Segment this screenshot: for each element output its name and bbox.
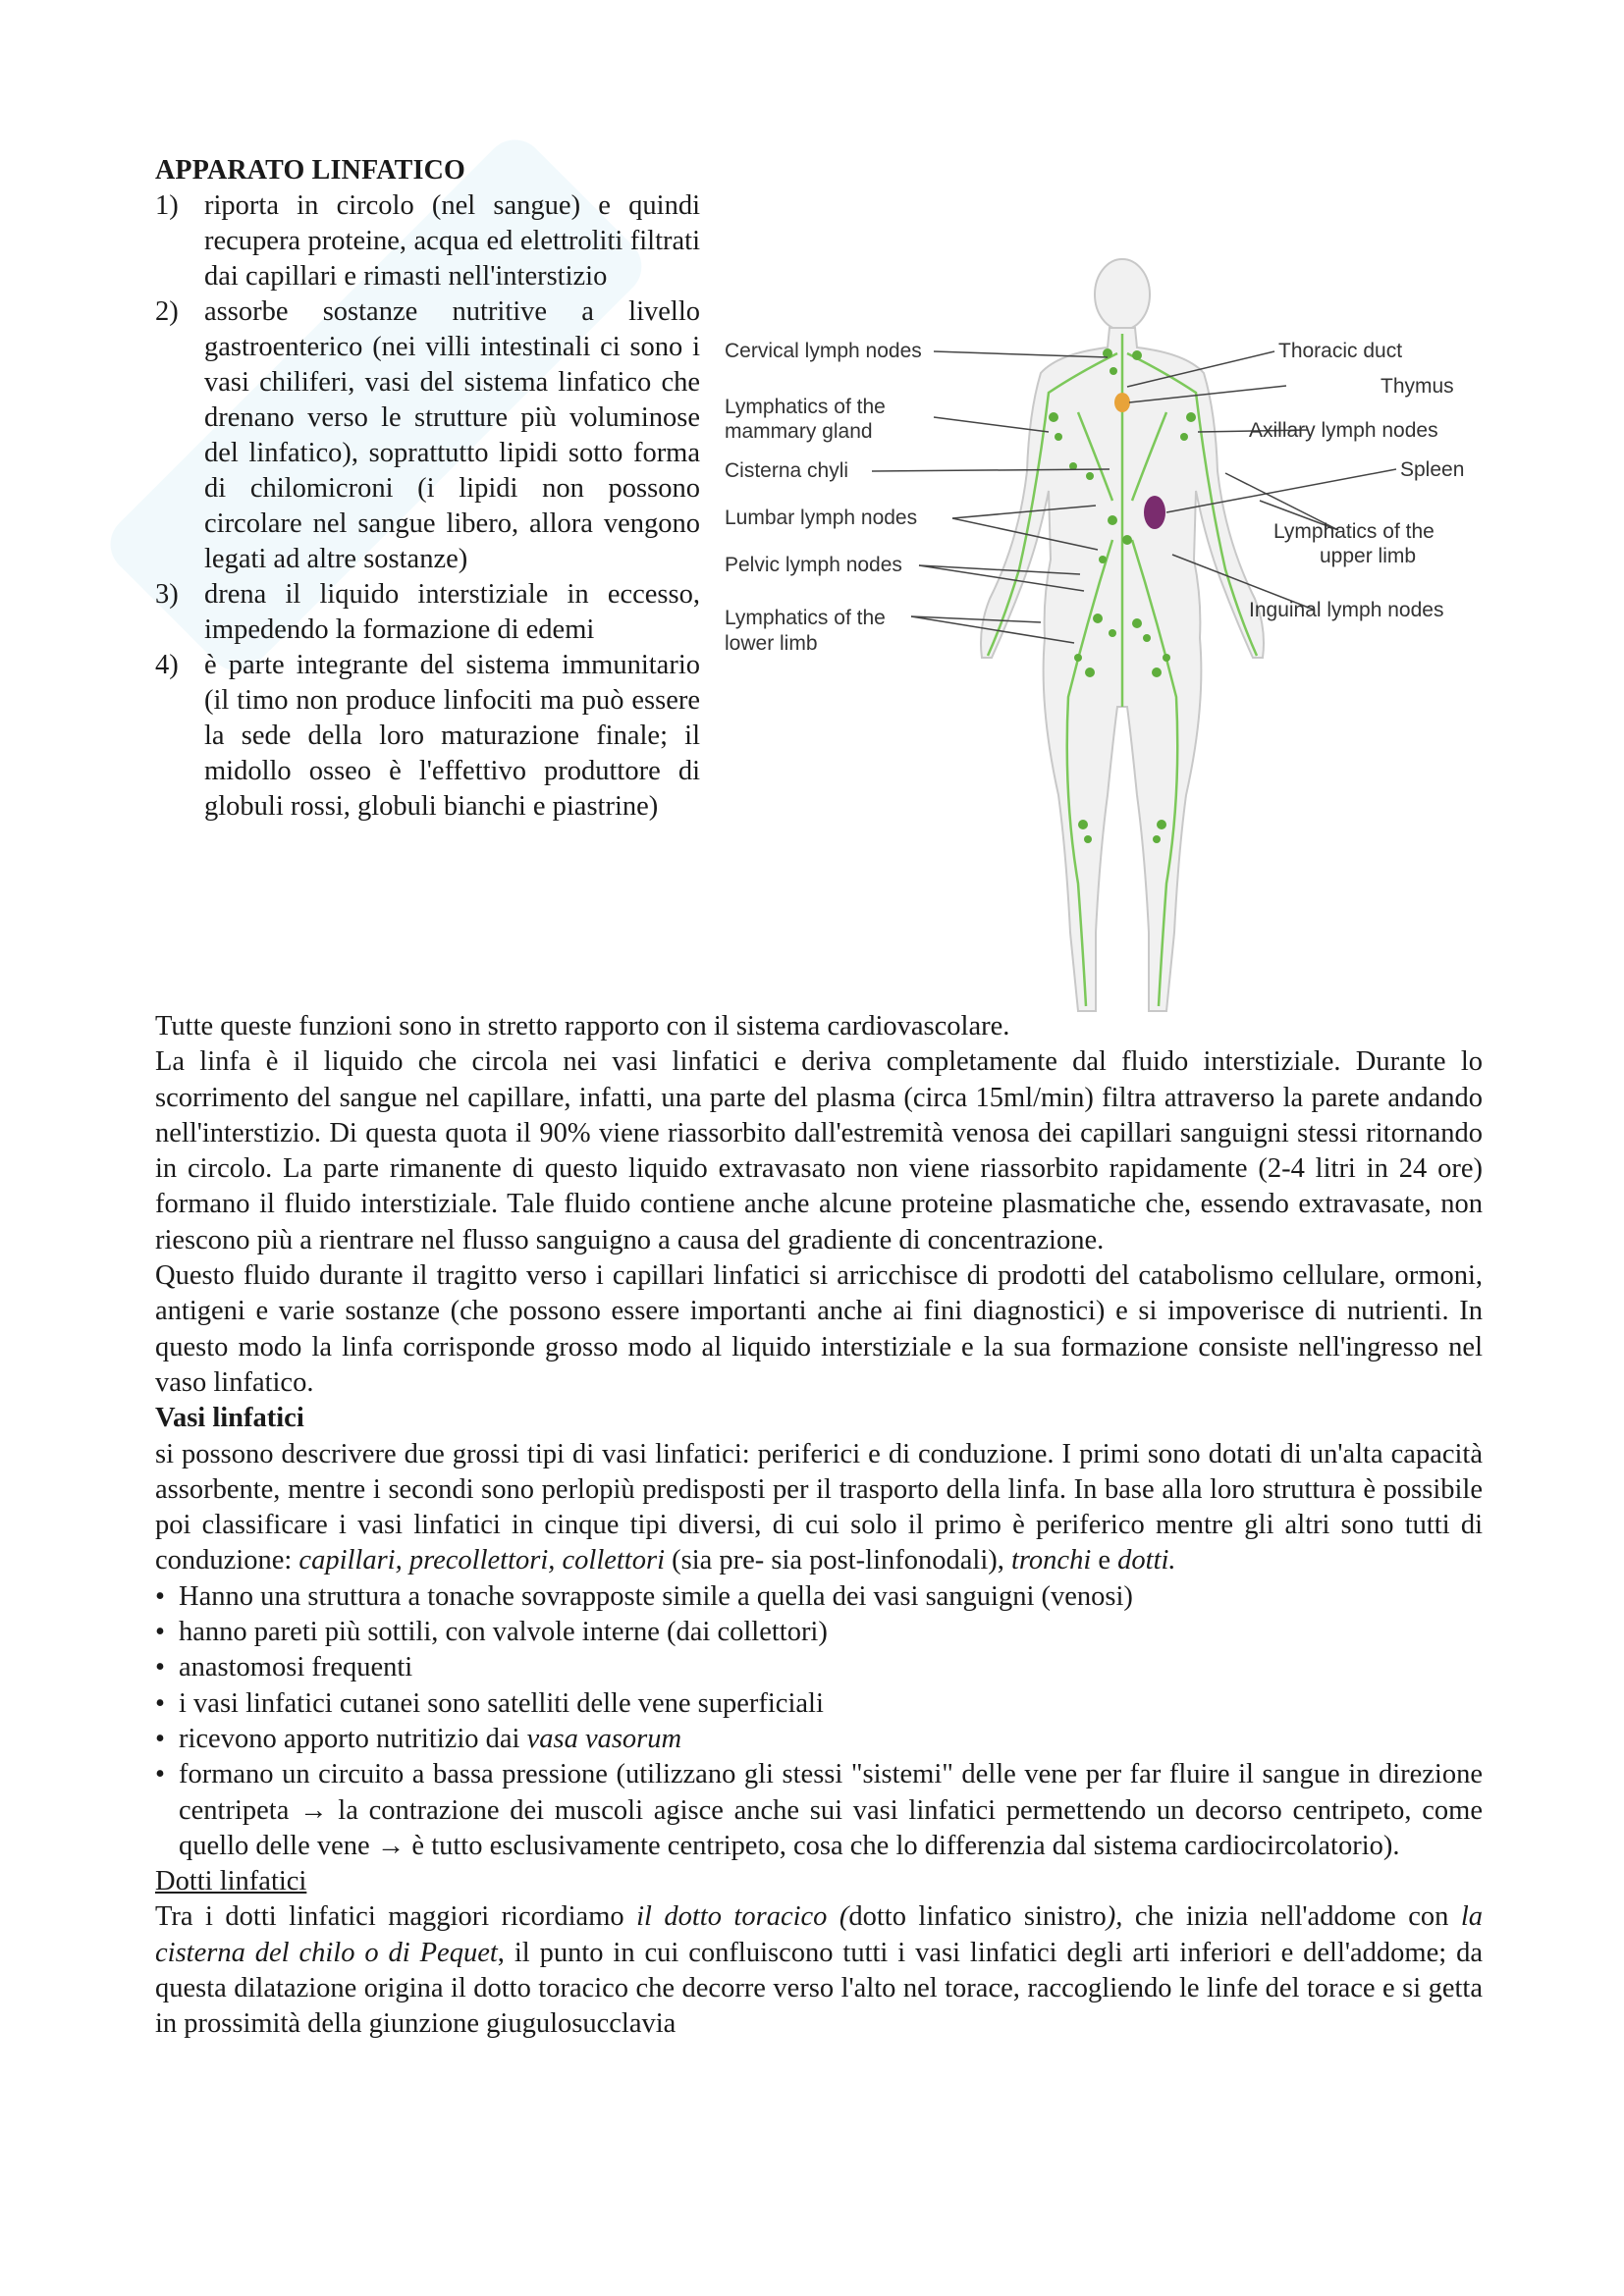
list-item: 4) è parte integrante del sistema immunitario (il timo non produce linfociti ma può essere la sede della loro maturazione finale; il midollo osseo è l'effettivo produttore di globuli rossi, globuli bianchi e piastrine) — [155, 650, 700, 822]
label-lumbar: Lumbar lymph nodes — [725, 507, 918, 529]
list-item: • anastomosi frequenti — [155, 1650, 1483, 1685]
list-item: 2) assorbe sostanze nutritive a livello gastroenterico (nei villi intestinali ci sono i vasi chiliferi, vasi del sistema linfatico che drenano verso le strutture più voluminose del linfatico), soprattutto lipidi sotto forma di chilomicroni (i lipidi non possono circolare nel sangue libero, allora vengono legati ad altre sostanze) — [155, 296, 700, 574]
spleen-organ — [1144, 496, 1165, 529]
label-mammary-1: Lymphatics of the — [725, 396, 886, 418]
paragraph: La linfa è il liquido che circola nei vasi linfatici e deriva completamente dal fluido interstiziale. Durante lo scorrimento del sangue nel capillare, infatti, una parte del plasma (circa 15ml/min) filtra attraverso la parete andando nell'interstizio. Di questa quota il 90% viene riassorbito dall'estremità venosa dei capillari sanguigni stessi ritornando in circolo. La parte rimanente di questo liquido extravasato non viene riassorbito rapidamente (2-4 litri in 24 ore) formano il fluido interstiziale. Tale fluido contiene anche alcune proteine plasmatiche che, essendo extravasate, non riescono più a rientrare nel flusso sanguigno a causa del gradiente di concentrazione. — [155, 1046, 1483, 1255]
label-lower-2: lower limb — [725, 632, 818, 655]
label-upper-2: upper limb — [1320, 545, 1417, 567]
label-upper-1: Lymphatics of the — [1273, 520, 1435, 543]
paragraph: Questo fluido durante il tragitto verso i capillari linfatici si arricchisce di prodotti del catabolismo cellulare, ormoni, antigeni e varie sostanze (che possono essere importanti anche ai fini diagnostici) e si impoverisce di nutrienti. In questo modo la linfa corrisponde grosso modo al liquido interstiziale e la sua formazione consiste nell'ingresso nel vaso linfatico. — [155, 1260, 1483, 1398]
list-item: 3) drena il liquido interstiziale in eccesso, impedendo la formazione di edemi — [155, 579, 700, 645]
list-item: • i vasi linfatici cutanei sono satelliti delle vene superficiali — [155, 1686, 1483, 1722]
list-item: • Hanno una struttura a tonache sovrapposte simile a quella dei vasi sanguigni (venosi) — [155, 1579, 1483, 1615]
functions-list — [155, 188, 700, 825]
label-thymus: Thymus — [1380, 375, 1454, 398]
list-item: 1) riporta in circolo (nel sangue) e quindi recupera proteine, acqua ed elettroliti filtrati dai capillari e rimasti nell'interstizio — [155, 190, 700, 292]
label-thoracic-duct: Thoracic duct — [1278, 340, 1403, 362]
list-item: • ricevono apporto nutritizio dai vasa vasorum — [155, 1722, 1483, 1757]
paragraph: si possono descrivere due grossi tipi di vasi linfatici: periferici e di conduzione. I primi sono dotati di un'alta capacità assorbente, mentre i secondi sono perlopiù predisposti per il trasporto della linfa. In base alla loro struttura è possibile poi classificare i vasi linfatici in cinque tipi diversi, di cui solo il primo è periferico mentre gli altri sono tutti di conduzione: capillari, precollettori, collettori (sia pre- sia post-linfonodali), tronchi e dotti. — [155, 1438, 1483, 1576]
label-pelvic: Pelvic lymph nodes — [725, 554, 902, 576]
label-cisterna: Cisterna chyli — [725, 459, 849, 482]
label-spleen: Spleen — [1400, 458, 1465, 481]
lymphatic-system-figure — [725, 245, 1483, 1070]
paragraph: Tutte queste funzioni sono in stretto rapporto con il sistema cardiovascolare. — [155, 1011, 1010, 1041]
section-heading-dotti: Dotti linfatici — [155, 1866, 307, 1897]
paragraph: Tra i dotti linfatici maggiori ricordiamo il dotto toracico (dotto linfatico sinistro), che inizia nell'addome con la cisterna del chilo o di Pequet, il punto in cui confluiscono tutti i vasi linfatici degli arti inferiori e dell'addome; da questa dilatazione origina il dotto toracico che decorre verso l'alto nel torace, raccogliendo le linfe del torace e si getta in prossimità della giunzione giugulosucclavia — [155, 1901, 1484, 2040]
section-heading-vasi: Vasi linfatici — [155, 1403, 304, 1434]
label-inguinal: Inguinal lymph nodes — [1249, 599, 1444, 621]
document-page — [155, 147, 1483, 2043]
list-item: • hanno pareti più sottili, con valvole interne (dai collettori) — [155, 1615, 1483, 1650]
list-item: • formano un circuito a bassa pressione (utilizzano gli stessi "sistemi" delle vene per far fluire il sangue in direzione centripeta → la contrazione dei muscoli agisce anche sui vasi linfatici permettendo un decorso centripeto, come quello delle vene → è tutto esclusivamente centripeto, cosa che lo differenzia dal sistema cardiocircolatorio). — [155, 1757, 1483, 1864]
lymphatic-diagram — [725, 245, 1483, 1070]
vasi-bullet-list — [155, 1579, 1483, 1864]
body-text — [155, 1009, 1483, 2043]
label-mammary-2: mammary gland — [725, 420, 873, 443]
label-axillary: Axillary lymph nodes — [1249, 419, 1438, 442]
top-section — [155, 147, 1483, 1009]
page-title: APPARATO LINFATICO — [155, 155, 466, 186]
label-cervical: Cervical lymph nodes — [725, 340, 922, 362]
lymph-vessels — [988, 334, 1257, 1006]
label-lower-1: Lymphatics of the — [725, 607, 886, 629]
thymus-organ — [1114, 393, 1130, 412]
